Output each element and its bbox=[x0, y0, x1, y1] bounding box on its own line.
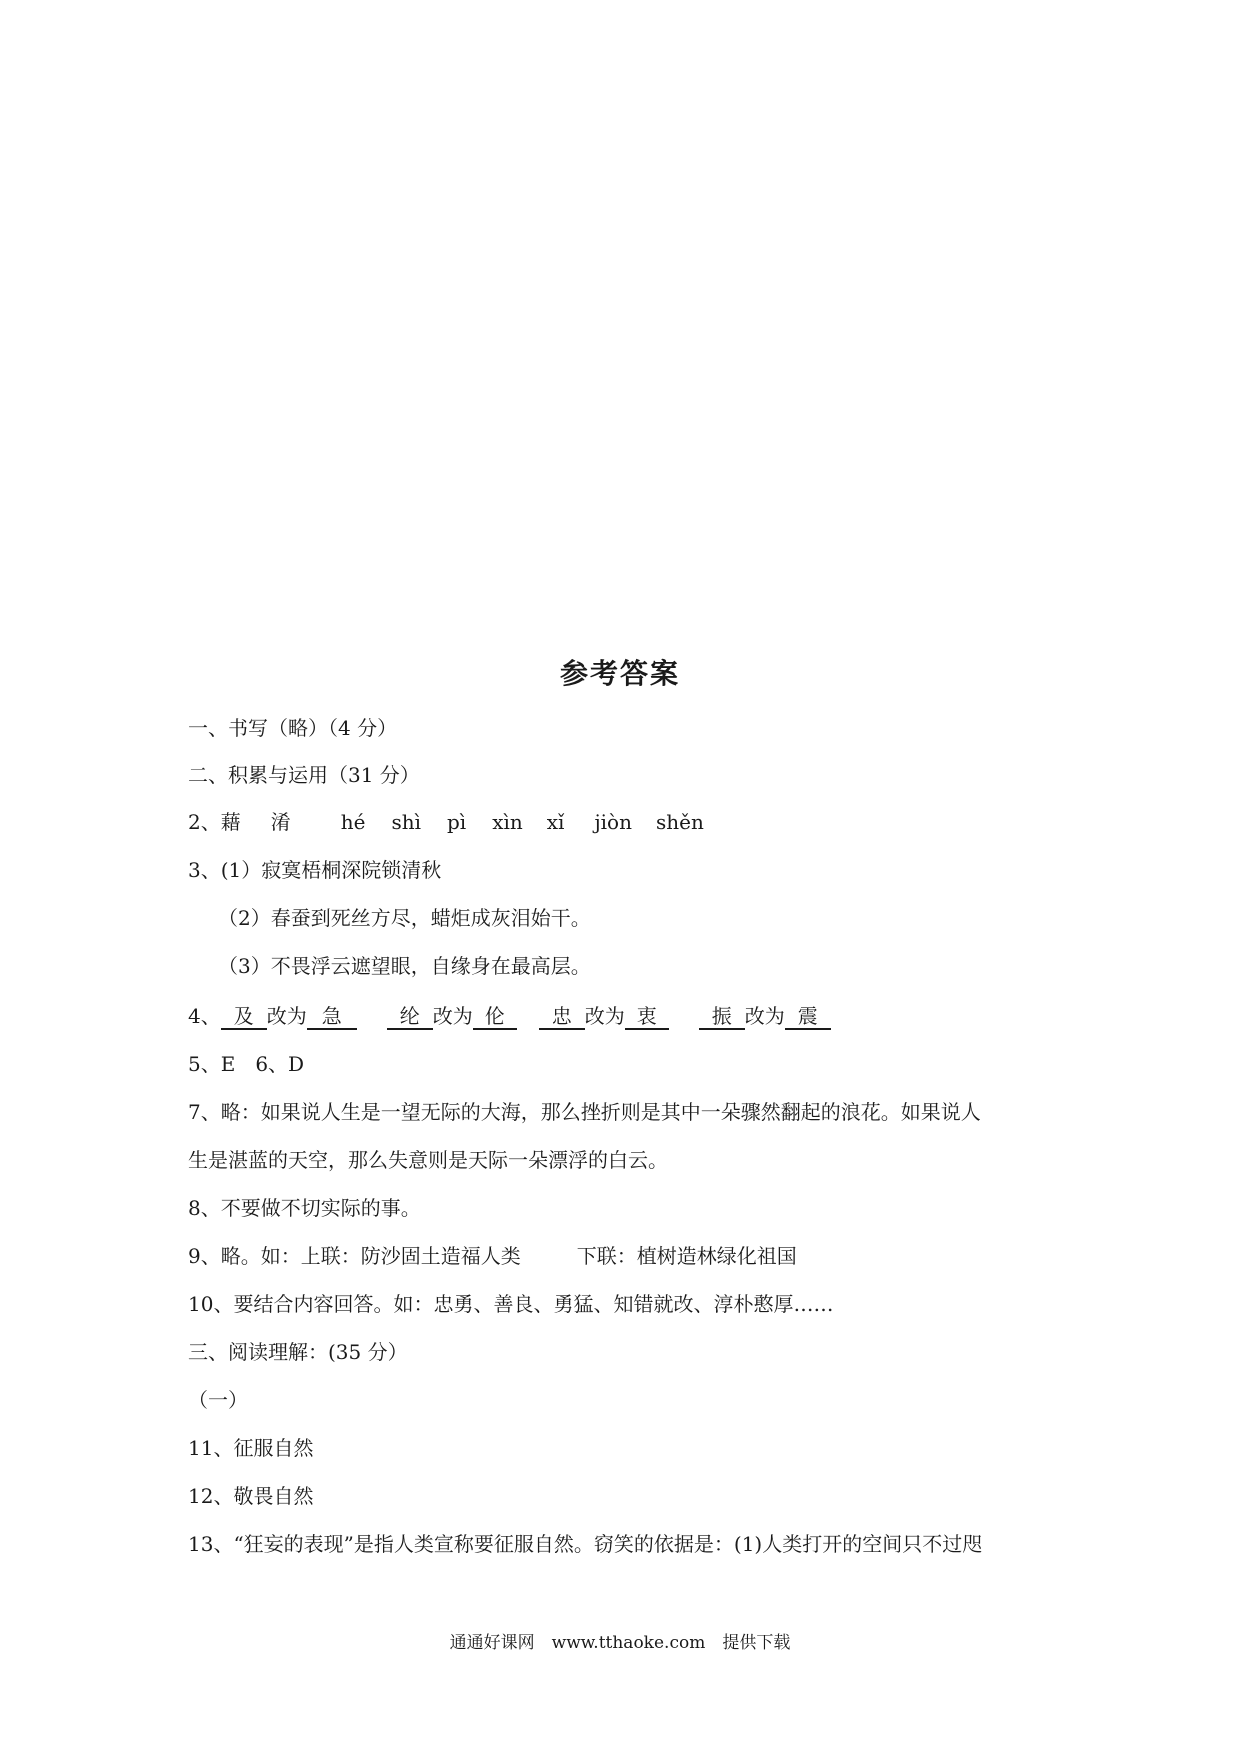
couplet-upper: 9、略。如：上联：防沙固土造福人类 bbox=[188, 1244, 521, 1268]
correct-char: 衷 bbox=[625, 1004, 669, 1030]
couplet-lower: 下联：植树造林绿化祖国 bbox=[576, 1244, 797, 1268]
pinyin-answer: pì bbox=[447, 810, 467, 834]
question-number: 2、 bbox=[188, 810, 221, 834]
pinyin-answer: shěn bbox=[655, 810, 704, 834]
question-13: 13、“狂妄的表现”是指人类宣称要征服自然。窃笑的依据是：(1)人类打开的空间只不过咫 bbox=[188, 1532, 983, 1556]
pinyin-answer: shì bbox=[391, 810, 421, 834]
wrong-char: 纶 bbox=[387, 1004, 433, 1030]
change-label: 改为 bbox=[744, 1004, 785, 1028]
pinyin-answer: jiòn bbox=[594, 810, 632, 834]
section-writing: 一、书写（略）（4 分） bbox=[188, 716, 398, 740]
question-11: 11、征服自然 bbox=[188, 1436, 314, 1460]
wrong-char: 及 bbox=[221, 1004, 267, 1030]
question-8: 8、不要做不切实际的事。 bbox=[188, 1196, 421, 1220]
wrong-char: 忠 bbox=[539, 1004, 585, 1030]
correct-char: 震 bbox=[785, 1004, 831, 1030]
subsection-one: （一） bbox=[188, 1388, 248, 1412]
question-number: 4、 bbox=[188, 1004, 221, 1028]
question-4 bbox=[188, 1002, 831, 1030]
section-reading: 三、阅读理解：(35 分） bbox=[188, 1340, 408, 1364]
question-9 bbox=[188, 1242, 797, 1270]
wrong-char: 振 bbox=[699, 1004, 745, 1030]
page-footer: 通通好课网 www.tthaoke.com 提供下载 bbox=[449, 1633, 791, 1653]
question-3-line-1: 3、(1）寂寞梧桐深院锁清秋 bbox=[188, 858, 442, 882]
answer-char: 藉 bbox=[220, 810, 241, 834]
section-accumulation: 二、积累与运用（31 分） bbox=[188, 763, 420, 787]
question-3-line-2: （2）春蚕到死丝方尽，蜡炬成灰泪始干。 bbox=[218, 906, 591, 930]
question-10: 10、要结合内容回答。如：忠勇、善良、勇猛、知错就改、淳朴憨厚…… bbox=[188, 1292, 834, 1316]
pinyin-answer: xǐ bbox=[546, 810, 565, 834]
pinyin-answer: hé bbox=[340, 810, 366, 834]
pinyin-answer: xìn bbox=[492, 810, 523, 834]
change-label: 改为 bbox=[432, 1004, 473, 1028]
change-label: 改为 bbox=[266, 1004, 307, 1028]
correct-char: 伦 bbox=[473, 1004, 517, 1030]
question-7-line-2: 生是湛蓝的天空，那么失意则是天际一朵漂浮的白云。 bbox=[188, 1148, 668, 1172]
answer-char: 淆 bbox=[270, 810, 291, 834]
correct-char: 急 bbox=[307, 1004, 357, 1030]
page-title: 参考答案 bbox=[559, 657, 680, 690]
question-7-line-1: 7、略：如果说人生是一望无际的大海，那么挫折则是其中一朵骤然翻起的浪花。如果说人 bbox=[188, 1100, 981, 1124]
change-label: 改为 bbox=[584, 1004, 625, 1028]
question-3-line-3: （3）不畏浮云遮望眼，自缘身在最高层。 bbox=[218, 954, 591, 978]
question-5-6: 5、E 6、D bbox=[188, 1052, 305, 1076]
question-12: 12、敬畏自然 bbox=[188, 1484, 314, 1508]
question-2 bbox=[188, 808, 704, 836]
